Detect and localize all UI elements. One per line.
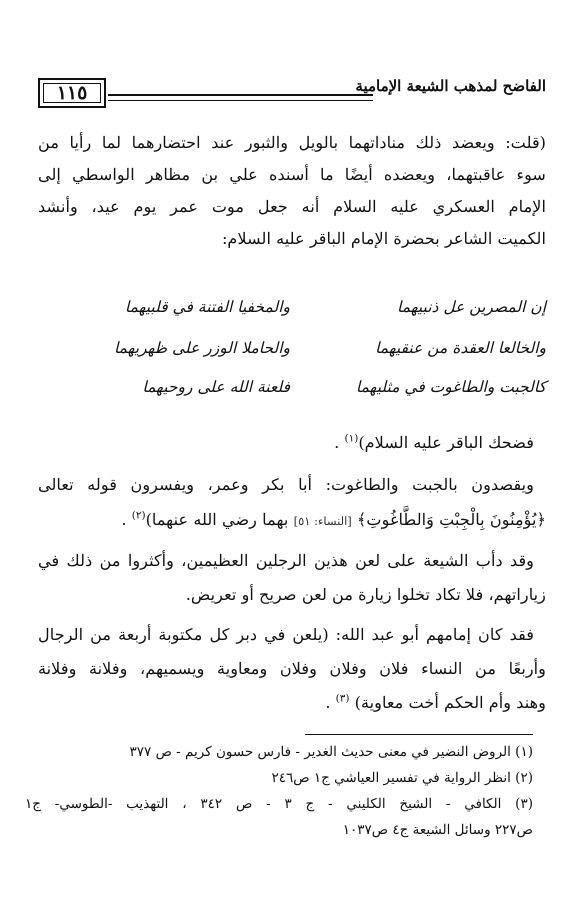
paragraph-line	[38, 505, 546, 536]
poem-verse	[38, 372, 546, 402]
paragraph-text: .	[334, 433, 345, 452]
paragraph-line	[38, 428, 546, 458]
quran-reference: [النساء: ٥١]	[293, 514, 352, 528]
paragraph-line: وأربعًا من النساء فلان وفلان وفلان ومعاوية ويسميهم، وفلانة وفلانة	[38, 659, 546, 678]
paragraph-line: زياراتهم، فلا تكاد تخلوا زيارة من لعن صريح أو تعريض.	[185, 585, 546, 604]
poem-hemistich-first: إن المصرين عل ذنبيهما	[397, 298, 546, 316]
footnote: (١) الروض النضير في معنى حديث الغدير - فارس حسون كريم - ص ٣٧٧	[129, 744, 533, 760]
paragraph-line: سوء عاقبتهما، ويعضده أيضًا ما أسنده علي بن مظاهر الواسطي إلى	[38, 165, 546, 184]
paragraph-text: وهند وأم الحكم أخت معاوية)	[354, 693, 546, 712]
paragraph-line: فقد كان إمامهم أبو عبد الله: (يلعن في دبر كل مكتوبة أربعة من الرجال	[38, 625, 534, 644]
paragraph-line: (قلت: ويعضد ذلك مناداتهما بالويل والثبور عند احتضارهما لما رأيا من	[38, 133, 546, 152]
poem-hemistich-second: والحاملا الوزر على ظهريهما	[113, 339, 290, 357]
page-header	[38, 76, 546, 116]
quran-verse: ﴿يُؤْمِنُونَ بِالْجِبْتِ وَالطَّاغُوتِ﴾	[356, 510, 546, 529]
page-number: ١١٥	[38, 78, 106, 108]
poem-hemistich-second: والمخفيا الفتنة في قلبيهما	[124, 298, 290, 316]
paragraph-text: .	[325, 693, 336, 712]
paragraph-line: وقد دأب الشيعة على لعن هذين الرجلين العظيمين، وأكثروا من ذلك في	[38, 551, 534, 570]
poem-verse	[38, 292, 546, 322]
paragraph-line: الكميت الشاعر بحضرة الإمام الباقر عليه السلام:	[221, 229, 546, 248]
footnote-marker: (٣)	[335, 692, 350, 705]
header-rule	[108, 94, 373, 96]
footnote: (٣) الكافي - الشيخ الكليني - ج ٣ - ص ٣٤٢ ، التهذيب -الطوسي- ج١	[25, 796, 533, 812]
header-rule-thin	[108, 100, 373, 101]
paragraph-text: بهما رضي الله عنهما)	[145, 510, 294, 529]
paragraph-text: فضحك الباقر عليه السلام)	[358, 433, 534, 452]
footnote-separator	[305, 734, 533, 735]
paragraph-text: .	[121, 510, 132, 529]
paragraph-line: ويقصدون بالجبت والطاغوت: أبا بكر وعمر، ويفسرون قوله تعالى	[38, 475, 534, 494]
footnote-marker: (١)	[344, 432, 359, 445]
poem-hemistich-second: فلعنة الله على روحيهما	[142, 378, 290, 396]
paragraph-line: الإمام العسكري عليه السلام أنه جعل موت عمر يوم عيد، وأنشد	[38, 197, 546, 216]
poem-hemistich-first: كالجبت والطاغوت في مثليهما	[355, 378, 546, 396]
book-title: الفاضح لمذهب الشيعة الإمامية	[355, 77, 546, 95]
footnote: (٢) انظر الرواية في تفسير العياشي ج١ ص٢٤٦	[271, 770, 533, 786]
paragraph-line	[38, 688, 546, 718]
footnote: ص٢٢٧ وسائل الشيعة ج٤ ص١٠٣٧	[342, 822, 533, 838]
poem-verse	[38, 333, 546, 363]
poem-hemistich-first: والخالعا العقدة من عنقيهما	[375, 339, 546, 357]
footnote-marker: (٢)	[131, 509, 146, 522]
